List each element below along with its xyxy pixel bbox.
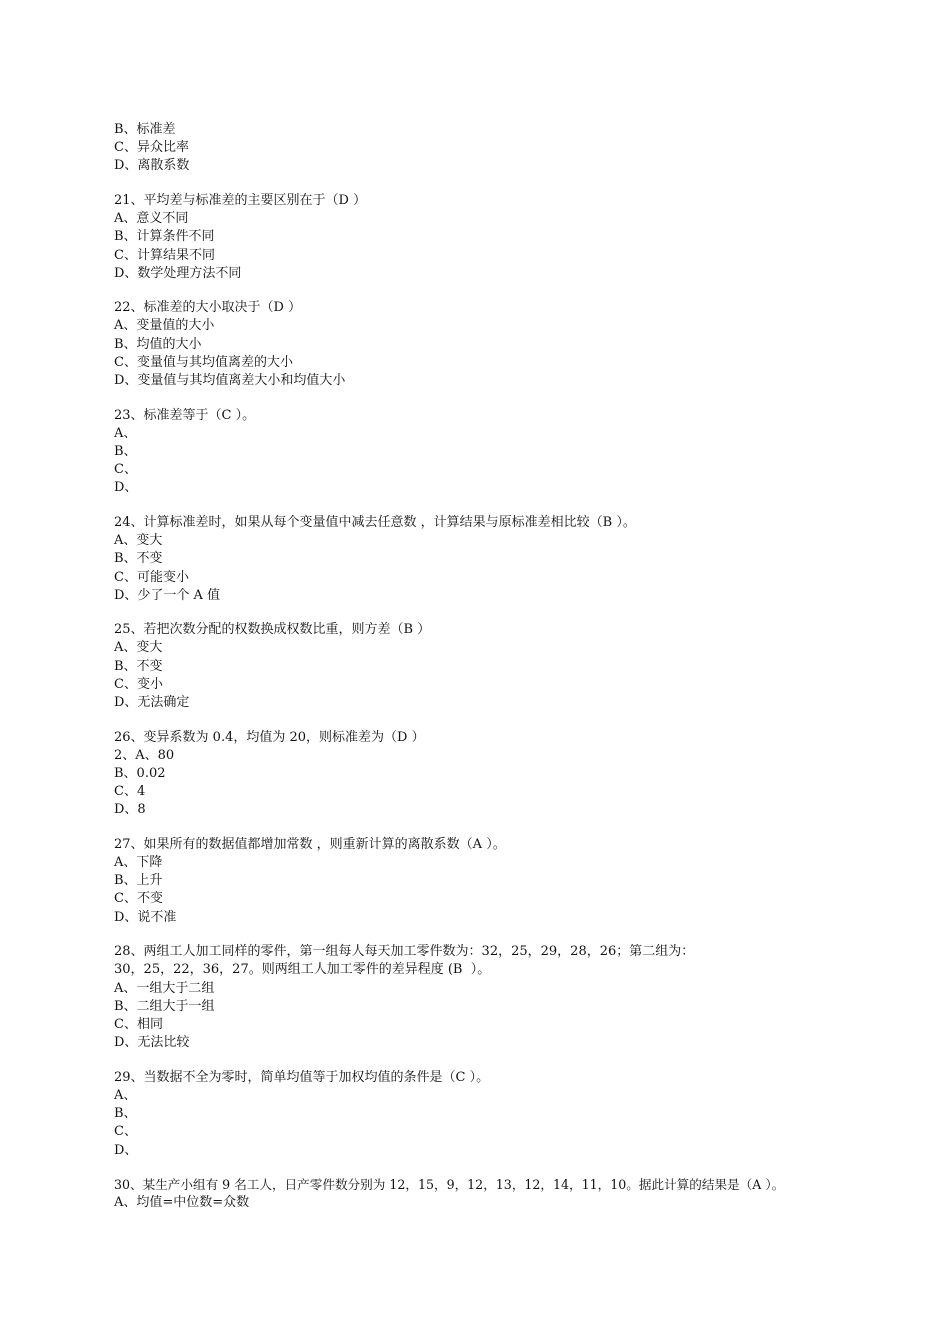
option-b: B、均值的大小	[114, 336, 202, 352]
question-block-29	[114, 1069, 854, 1160]
option-a: 2、A、80	[114, 747, 175, 763]
option-b: B、上升	[114, 873, 163, 889]
option-b: B、不变	[114, 551, 163, 567]
option-b: B、计算条件不同	[114, 229, 215, 245]
option-d: D、	[114, 1142, 138, 1158]
option-c: C、计算结果不同	[114, 247, 215, 263]
option-b: B、不变	[114, 658, 163, 674]
option-d: D、少了一个 A 值	[114, 587, 221, 603]
option-a: A、一组大于二组	[114, 980, 215, 996]
question-text: 25、若把次数分配的权数换成权数比重，则方差（B ）	[114, 622, 431, 638]
question-text: 28、两组工人加工同样的零件，第一组每人每天加工零件数为：32，25，29，28，26；第二组为： 30，25，22，36，27。则两组工人加工零件的差异程度 (B ）。	[114, 944, 695, 978]
option-c: C、相同	[114, 1017, 163, 1033]
option-c: C、变小	[114, 676, 163, 692]
option-c: C、异众比率	[114, 140, 189, 156]
question-text: 29、当数据不全为零时，简单均值等于加权均值的条件是（C ）。	[114, 1069, 490, 1085]
option-b: B、	[114, 1106, 137, 1122]
question-block-21	[114, 192, 854, 283]
option-b: B、	[114, 443, 137, 459]
option-a: A、下降	[114, 855, 163, 871]
question-block-24	[114, 514, 854, 605]
option-d: D、8	[114, 802, 146, 818]
option-d: D、数学处理方法不同	[114, 265, 242, 281]
option-d: D、无法确定	[114, 695, 190, 711]
option-a: A、变量值的大小	[114, 318, 215, 334]
option-d: D、离散系数	[114, 158, 190, 174]
option-a: A、变大	[114, 640, 163, 656]
question-block-28	[114, 943, 854, 1052]
option-a: A、	[114, 1087, 137, 1103]
option-d: D、说不准	[114, 909, 177, 925]
question-block-22	[114, 299, 854, 390]
document-page	[114, 121, 854, 1229]
question-block-20-tail	[114, 121, 854, 176]
question-block-23	[114, 407, 854, 498]
question-text: 23、标准差等于（C ）。	[114, 407, 256, 423]
option-a: A、意义不同	[114, 211, 189, 227]
option-b: B、二组大于一组	[114, 998, 215, 1014]
question-text: 27、如果所有的数据值都增加常数 ，则重新计算的离散系数（A ）。	[114, 836, 506, 852]
option-d: D、	[114, 480, 138, 496]
option-c: C、不变	[114, 891, 163, 907]
option-a: A、变大	[114, 533, 163, 549]
option-a: A、均值=中位数=众数	[114, 1195, 250, 1211]
question-text: 22、标准差的大小取决于（D ）	[114, 300, 302, 316]
question-text: 30、某生产小组有 9 名工人，日产零件数分别为 12，15，9，12，13，12，14，11，10。据此计算的结果是（A ）。	[114, 1177, 785, 1193]
option-c: C、	[114, 1124, 137, 1140]
option-d: D、变量值与其均值离差大小和均值大小	[114, 373, 346, 389]
option-c: C、4	[114, 784, 146, 800]
question-text: 26、变异系数为 0.4，均值为 20，则标准差为（D ）	[114, 729, 425, 745]
option-c: C、	[114, 462, 137, 478]
option-b: B、标准差	[114, 122, 176, 137]
option-a: A、	[114, 425, 137, 441]
question-block-27	[114, 836, 854, 927]
option-d: D、无法比较	[114, 1035, 190, 1051]
option-c: C、可能变小	[114, 569, 189, 585]
question-block-26	[114, 729, 854, 820]
question-block-30	[114, 1176, 854, 1212]
question-block-25	[114, 621, 854, 712]
question-text: 24、计算标准差时，如果从每个变量值中减去任意数 ，计算结果与原标准差相比较（B ）。	[114, 514, 636, 530]
question-text: 21、平均差与标准差的主要区别在于（D ）	[114, 192, 367, 208]
option-b: B、0.02	[114, 765, 166, 781]
option-c: C、变量值与其均值离差的大小	[114, 354, 293, 370]
